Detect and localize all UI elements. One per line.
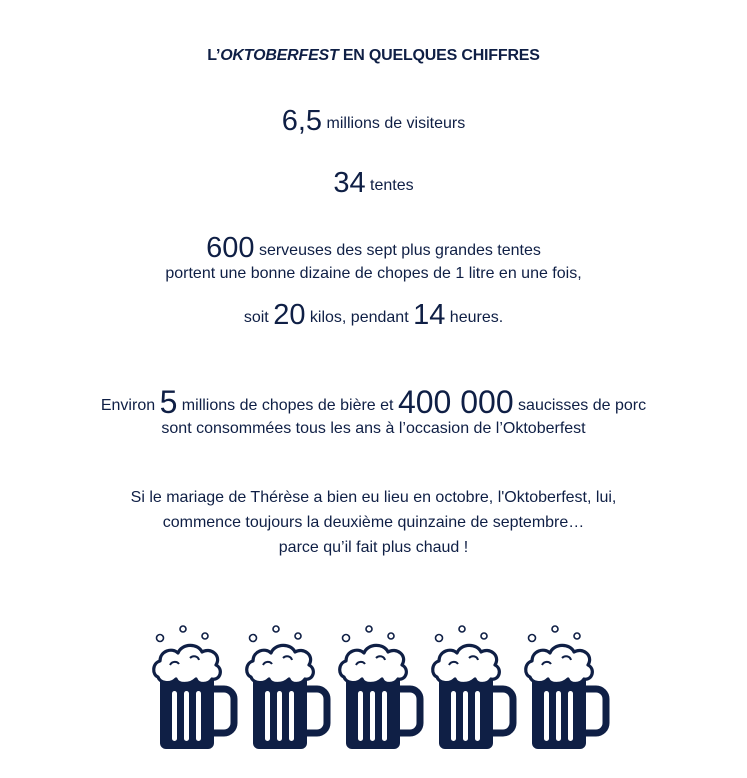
note-line3: parce qu’il fait plus chaud ! <box>278 539 469 556</box>
sausages-number: 400 000 <box>397 384 514 420</box>
beer-mug-icon <box>429 625 519 753</box>
waitresses-number: 600 <box>206 232 255 264</box>
stat-waitresses <box>0 232 747 265</box>
line3-c: heures. <box>445 309 504 326</box>
title-prefix: L’ <box>207 47 221 64</box>
beer-mug-icon <box>522 625 612 753</box>
consumption-a: Environ <box>100 397 160 414</box>
title-italic: OKTOBERFEST <box>220 47 339 64</box>
beer-mug-icon <box>150 625 240 753</box>
note-line2: commence toujours la deuxième quinzaine de septembre… <box>162 514 585 531</box>
tents-number: 34 <box>333 167 366 199</box>
beer-mug-icon <box>336 625 426 753</box>
stat-consumption <box>0 384 747 421</box>
line3-a: soit <box>243 309 274 326</box>
visitors-number: 6,5 <box>281 105 323 137</box>
title-suffix: EN QUELQUES CHIFFRES <box>338 47 540 64</box>
hours-number: 14 <box>413 299 446 331</box>
tents-text: tentes <box>365 177 414 194</box>
line3-b: kilos, pendant <box>305 309 414 326</box>
waitresses-line2: portent une bonne dizaine de chopes de 1 litre en une fois, <box>165 265 582 282</box>
consumption-b: millions de chopes de bière et <box>177 397 398 414</box>
note-line1: Si le mariage de Thérèse a bien eu lieu en octobre, l'Oktoberfest, lui, <box>130 489 617 506</box>
waitresses-text: serveuses des sept plus grandes tentes <box>254 242 541 259</box>
stat-visitors <box>0 105 747 138</box>
stat-tents <box>0 167 747 200</box>
consumption-c: saucisses de porc <box>513 397 647 414</box>
page-title <box>0 47 747 65</box>
waitresses-line3 <box>0 299 747 332</box>
mugs-number: 5 <box>159 384 178 420</box>
beer-mugs-row <box>150 625 610 753</box>
consumption-line2: sont consommées tous les ans à l’occasion de l’Oktoberfest <box>161 420 586 437</box>
visitors-text: millions de visiteurs <box>322 115 466 132</box>
beer-mug-icon <box>243 625 333 753</box>
weight-number: 20 <box>273 299 306 331</box>
